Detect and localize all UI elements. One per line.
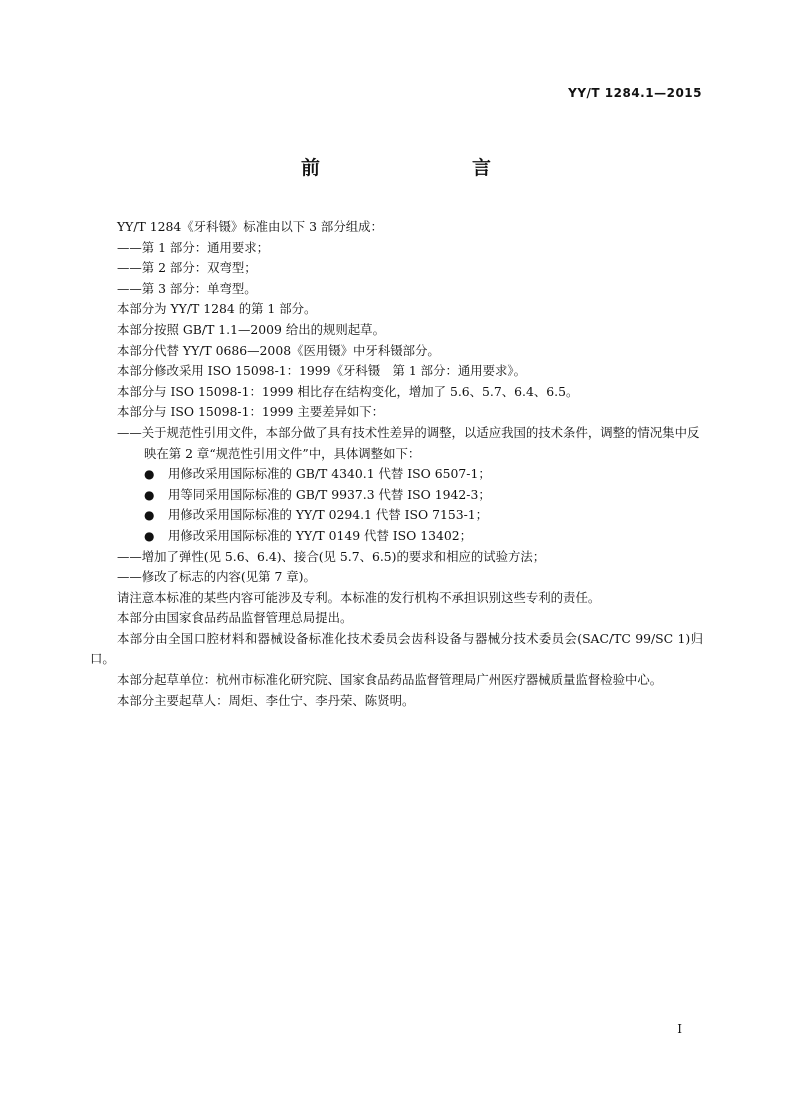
paragraph-composition: YY/T 1284《牙科镊》标准由以下 3 部分组成： <box>117 219 383 234</box>
list-item-normative-references: ——关于规范性引用文件，本部分做了具有技术性差异的调整，以适应我国的技术条件，调整的情况集中反映在第 2 章“规范性引用文件”中，具体调整如下： <box>117 424 700 461</box>
bullet-item-4 <box>90 526 703 547</box>
foreword-body <box>90 217 703 711</box>
list-item-elasticity: ——增加了弹性(见 5.6、6.4)、接合(见 5.7、6.5)的要求和相应的试验方法； <box>117 548 546 564</box>
page-number: I <box>677 1022 682 1036</box>
bullet-dot-icon: ● <box>144 508 155 523</box>
bullet-text: 用等同采用国际标准的 GB/T 9937.3 代替 ISO 1942-3； <box>168 486 491 502</box>
paragraph-committee: 本部分由全国口腔材料和器械设备标准化技术委员会齿科设备与器械分技术委员会(SAC/TC 99/SC 1)归口。 <box>90 630 703 667</box>
standard-code: YY/T 1284.1—2015 <box>568 86 702 100</box>
paragraph-drafting-rules: 本部分按照 GB/T 1.1—2009 给出的规则起草。 <box>117 321 385 337</box>
bullet-dot-icon: ● <box>144 487 155 502</box>
paragraph-replaces: 本部分代替 YY/T 0686—2008《医用镊》中牙科镊部分。 <box>117 342 440 358</box>
list-item-part1: ——第 1 部分：通用要求； <box>117 239 270 255</box>
paragraph-part-of: 本部分为 YY/T 1284 的第 1 部分。 <box>117 301 317 317</box>
paragraph-proposed-by: 本部分由国家食品药品监督管理总局提出。 <box>117 610 353 626</box>
list-item-part3: ——第 3 部分：单弯型。 <box>117 280 257 296</box>
paragraph-differences: 本部分与 ISO 15098-1：1999 主要差异如下： <box>117 404 385 420</box>
bullet-item-3 <box>90 505 703 526</box>
paragraph-structure-change: 本部分与 ISO 15098-1：1999 相比存在结构变化，增加了 5.6、5.7、6.4、6.5。 <box>117 383 579 399</box>
bullet-item-2 <box>90 485 703 506</box>
bullet-text: 用修改采用国际标准的 YY/T 0294.1 代替 ISO 7153-1； <box>168 507 489 523</box>
bullet-dot-icon: ● <box>144 467 155 482</box>
bullet-dot-icon: ● <box>144 528 155 543</box>
bullet-text: 用修改采用国际标准的 GB/T 4340.1 代替 ISO 6507-1； <box>168 466 491 482</box>
bullet-text: 用修改采用国际标准的 YY/T 0149 代替 ISO 13402； <box>168 527 473 543</box>
paragraph-drafting-units: 本部分起草单位：杭州市标准化研究院、国家食品药品监督管理局广州医疗器械质量监督检验中心。 <box>117 672 663 688</box>
list-item-marking: ——修改了标志的内容(见第 7 章)。 <box>117 569 316 585</box>
paragraph-drafters: 本部分主要起草人：周炬、李仕宁、李丹荣、陈贤明。 <box>117 692 415 708</box>
paragraph-patent-notice: 请注意本标准的某些内容可能涉及专利。本标准的发行机构不承担识别这些专利的责任。 <box>117 589 601 605</box>
list-item-part2: ——第 2 部分：双弯型； <box>117 260 257 276</box>
bullet-item-1 <box>90 464 703 485</box>
paragraph-adoption: 本部分修改采用 ISO 15098-1：1999《牙科镊 第 1 部分：通用要求》。 <box>117 363 526 379</box>
page-title: 前 言 <box>300 157 529 179</box>
